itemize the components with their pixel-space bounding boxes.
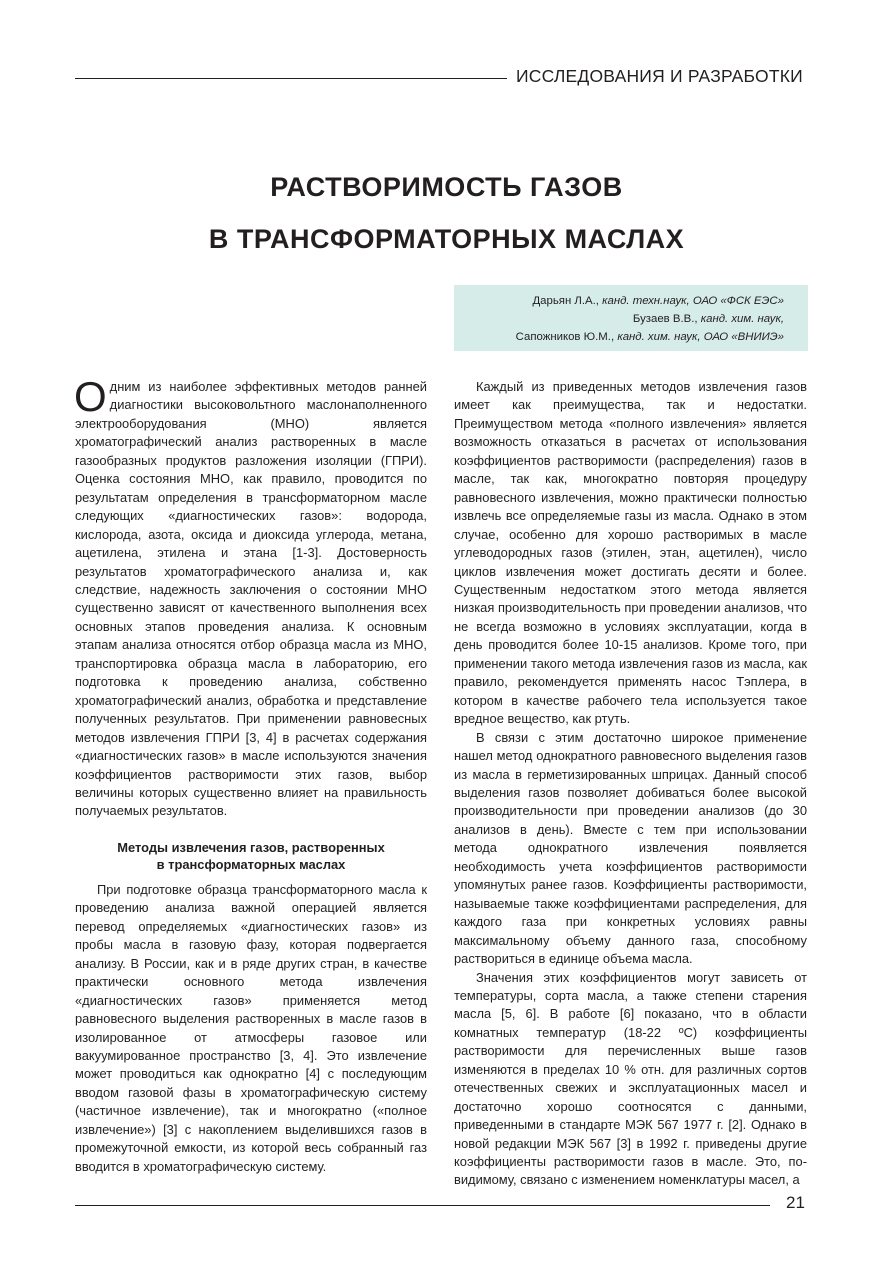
section-title: ИССЛЕДОВАНИЯ И РАЗРАБОТКИ [516,66,803,86]
author-line [454,328,784,346]
section-heading [75,839,427,873]
article-title-line2: В ТРАНСФОРМАТОРНЫХ МАСЛАХ [208,224,685,254]
right-column [454,378,807,1190]
author-line [454,292,784,310]
paragraph-text: дним из наиболее эффективных методов ранней диагностики высоковольтного маслонаполненного электрооборудования (МНО) является хроматографический анализ растворенных в масле газообразных продуктов разложения изоляции (ГПРИ). Оценка состояния МНО, как правило, проводится по результатам определения в трансформаторном масле следующих «диагностических газов»: водорода, кислорода, азота, оксида и диоксида углерода, метана, ацетилена, этилена и этана [1-3]. Достоверность результатов хроматографического анализа и, как следствие, надежность заключения о состоянии МНО существенно зависят от качественного выполнения всех основных этапов проведения анализа. К основным этапам анализа относятся отбор образца масла из МНО, транспортировка образца масла в лабораторию, его подготовка к проведению анализа, собственно хроматографический анализ, обработка и представление полученных результатов. При применении равновесных методов извлечения ГПРИ [3, 4] в расчетах содержания «диагностических газов» в масле используются значения коэффициентов растворимости этих газов, выбор величины которых существенно влияет на правильность получаемых результатов. [75,379,427,819]
paragraph: При подготовке образца трансформаторного масла к проведению анализа важной операцией является перевод определяемых «диагностических газов» из пробы масла в газовую фазу, которая подвергается анализу. В России, как и в ряде других стран, в качестве практически основного метода извлечения «диагностических газов» применяется метод равновесного выделения растворенных в масле газов в изолированное от атмосферы газовое или вакуумированное пространство [3, 4]. Это извлечение может проводиться как однократно [4] с последующим вводом газовой фазы в хроматографическую систему (частичное извлечение), так и многократно («полное извлечение») [3] с накоплением выделившихся газов в промежуточной емкости, из которой весь собранный газ вводится в хроматографическую систему. [75,881,427,1174]
section-heading-line: в трансформаторных маслах [156,856,346,872]
author-name: Бузаев В.В., [632,313,698,325]
author-affiliation: канд. хим. наук, [700,313,784,325]
footer-rule [75,1205,770,1206]
author-affiliation: канд. техн.наук, ОАО «ФСК ЕЭС» [602,295,784,307]
header-rule [75,78,507,79]
author-name: Сапожников Ю.М., [515,331,615,343]
author-name: Дарьян Л.А., [532,295,599,307]
author-line [454,310,784,328]
page-number: 21 [786,1193,805,1212]
author-affiliation: канд. хим. наук, ОАО «ВНИИЭ» [617,331,784,343]
paragraph: Значения этих коэффициентов могут зависеть от температуры, сорта масла, а также степени старения масла [5, 6]. В работе [6] показано, что в области комнатных температур (18-22 ºС) коэффициенты растворимости для перечисленных выше газов изменяются в пределах 10 % отн. для различных сортов отечественных свежих и эксплуатационных масел и достаточно хорошо соотносятся с данными, приведенными в стандарте МЭК 567 1977 г. [2]. Однако в новой редакции МЭК 567 [3] в 1992 г. приведены другие коэффициенты растворимости газов в масле. Это, по-видимому, связано с изменением номенклатуры масел, а [454,969,807,1188]
authors-box [454,285,808,351]
drop-cap: О [74,373,107,420]
article-title-line1: РАСТВОРИМОСТЬ ГАЗОВ [270,172,623,202]
paragraph: Каждый из приведенных методов извлечения газов имеет как преимущества, так и недостатки. Преимуществом метода «полного извлечения» является возможность отказаться в расчетах от использования коэффициентов растворимости (распределения) газов в масле, так как, многократно повторяя процедуру равновесного извлечения, можно практически полностью извлечь все определяемые газы из масла. Однако в этом случае, особенно для хорошо растворимых в масле углеводородных газов (этилен, этан, ацетилен), число циклов извлечения может достигать десяти и более. Существенным недостатком этого метода является низкая производительность при проведении анализов, что не всегда возможно в условиях эксплуатации, когда в день проводится более 10-15 анализов. Кроме того, при применении такого метода извлечения газов из масла, как правило, рекомендуется применять насос Тэплера, в котором в качестве рабочего тела используется такое вредное вещество, как ртуть. [454,379,807,727]
left-column [74,373,427,1176]
paragraph: В связи с этим достаточно широкое применение нашел метод однократного равновесного выделения газов из масла в герметизированных шприцах. Данный способ выделения газов позволяет добиваться более высокой производительности при проведении анализов (до 30 анализов в день). Вместе с тем при использовании метода однократного извлечения появляется необходимость учета коэффициентов растворимости упомянутых ранее газов. Коэффициенты растворимости, называемые также коэффициентами распределения, для каждого газа при конкретных условиях равны максимальному объему данного газа, способному раствориться в единице объема масла. [454,729,807,967]
section-heading-line: Методы извлечения газов, растворенных [117,839,385,855]
paragraph [74,373,427,821]
